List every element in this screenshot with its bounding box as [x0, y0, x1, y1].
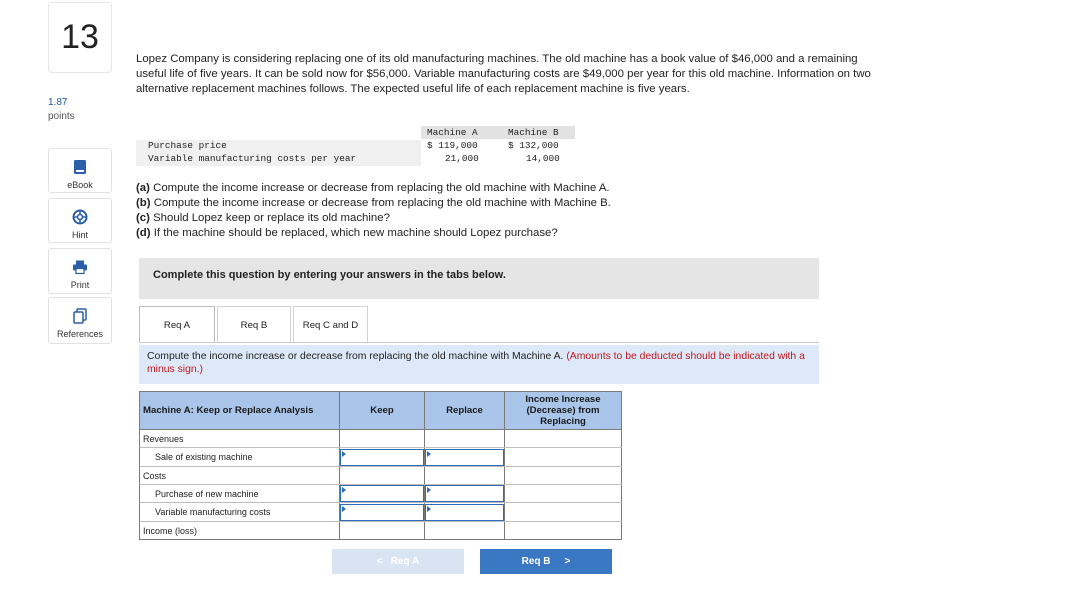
row-divider	[339, 539, 622, 540]
col-header-keep: Keep	[339, 391, 425, 430]
problem-text: Lopez Company is considering replacing one of its old manufacturing machines. The old machine has a book value of $46,000 and a remaining useful life of five years. It can be sold now for $56,000. Variable manufacturing costs are $49,000 per year for this old machine. Information on two alternative replacement machines follows. The expected useful life of each replacement machine is five years.	[136, 53, 871, 95]
ebook-button[interactable]	[48, 148, 112, 193]
variable-costs-replace-input[interactable]	[425, 504, 504, 521]
requirement-c: (c) Should Lopez keep or replace its old machine?	[136, 212, 390, 224]
points-label: points	[48, 111, 75, 122]
requirement-d: (d) If the machine should be replaced, which new machine should Lopez purchase?	[136, 227, 558, 239]
given-cell: 14,000	[526, 153, 560, 164]
row-divider	[339, 447, 622, 448]
tool-label: Print	[70, 280, 90, 290]
hint-button[interactable]	[48, 198, 112, 243]
requirement-prompt: Compute the income increase or decrease from replacing the old machine with Machine A. (Amounts to be deducted should be indicated with a minus sign.)	[139, 345, 819, 384]
keep-replace-analysis-table	[139, 391, 622, 543]
row-divider	[339, 466, 622, 467]
sale-existing-keep-input[interactable]	[340, 449, 424, 466]
given-header-machine-b: Machine B	[508, 127, 559, 138]
row-divider	[339, 521, 622, 522]
row-label-income-loss: Income (loss)	[139, 522, 340, 540]
given-row-label: Purchase price	[148, 140, 227, 151]
given-cell: $ 119,000	[427, 140, 478, 151]
tool-label: References	[56, 329, 104, 339]
tab-req-c-and-d[interactable]: Req C and D	[293, 306, 368, 343]
tab-divider	[139, 342, 819, 343]
prev-req-button[interactable]: < Req A	[332, 549, 464, 574]
tool-label: eBook	[67, 180, 93, 190]
row-label-sale-existing: Sale of existing machine	[139, 448, 340, 467]
print-button[interactable]	[48, 248, 112, 294]
row-label-revenues: Revenues	[139, 430, 340, 448]
sale-existing-replace-input[interactable]	[425, 449, 504, 466]
row-label-purchase-new: Purchase of new machine	[139, 485, 340, 503]
book-icon	[49, 159, 111, 175]
tool-label: Hint	[71, 230, 88, 240]
analysis-title: Machine A: Keep or Replace Analysis	[139, 391, 340, 430]
print-icon	[49, 259, 111, 275]
given-cell: 21,000	[445, 153, 479, 164]
next-req-button[interactable]: Req B >	[480, 549, 612, 574]
tab-req-a[interactable]: Req A	[139, 306, 215, 343]
requirement-a: (a) Compute the income increase or decrease from replacing the old machine with Machine A.	[136, 182, 610, 194]
question-number: 13	[48, 2, 112, 73]
given-row-label: Variable manufacturing costs per year	[148, 153, 357, 164]
col-header-income-diff: Income Increase (Decrease) from Replacing	[504, 391, 622, 430]
instruction-banner: Complete this question by entering your answers in the tabs below.	[139, 258, 819, 299]
given-header-machine-a: Machine A	[427, 127, 478, 138]
requirement-b: (b) Compute the income increase or decrease from replacing the old machine with Machine B.	[136, 197, 611, 209]
tab-req-b[interactable]: Req B	[217, 306, 291, 343]
chevron-left-icon: <	[376, 556, 383, 567]
hint-icon	[49, 209, 111, 225]
row-label-variable-costs: Variable manufacturing costs	[139, 503, 340, 522]
points-value: 1.87	[48, 97, 68, 108]
chevron-right-icon: >	[564, 556, 571, 567]
requirements-list	[136, 181, 611, 241]
col-header-replace: Replace	[424, 391, 505, 430]
variable-costs-keep-input[interactable]	[340, 504, 424, 521]
row-label-costs: Costs	[139, 467, 340, 485]
given-cell: $ 132,000	[508, 140, 559, 151]
given-data-table	[136, 126, 576, 166]
row-divider	[339, 502, 622, 503]
purchase-new-replace-input[interactable]	[425, 485, 504, 502]
references-icon	[49, 308, 111, 324]
references-button[interactable]	[48, 297, 112, 344]
purchase-new-keep-input[interactable]	[340, 485, 424, 502]
